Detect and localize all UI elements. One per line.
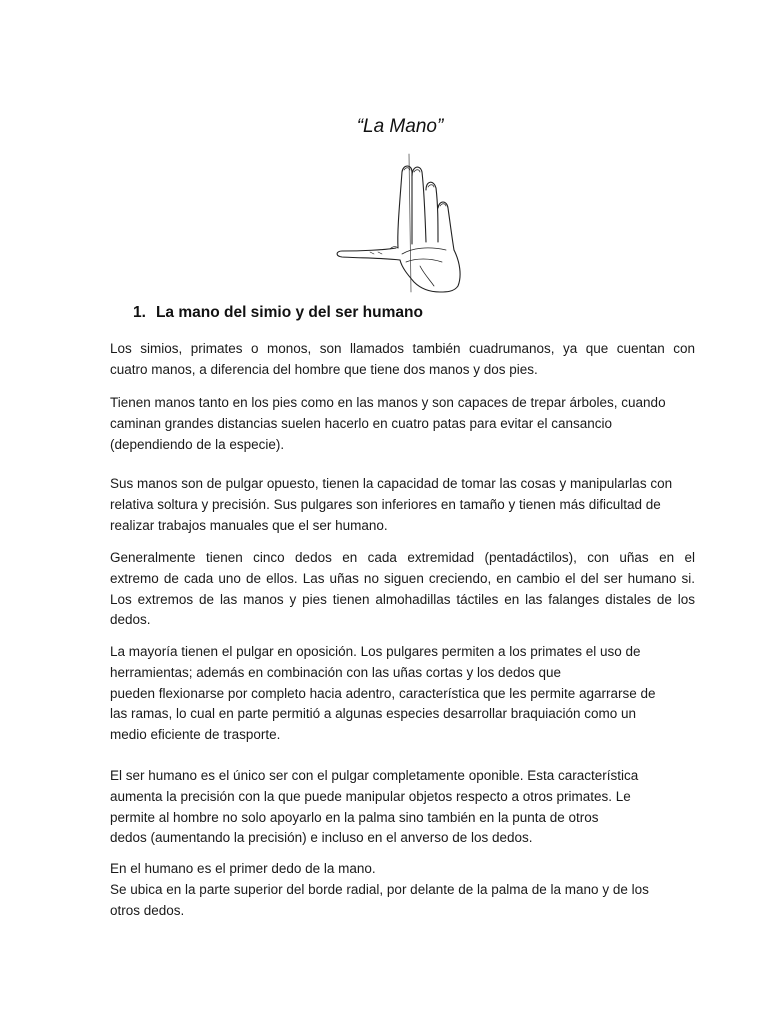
- paragraph-line: permite al hombre no solo apoyarlo en la palma sino también en la punta de otros: [110, 809, 599, 825]
- paragraph-line: dedos (aumentando la precisión) e incluso en el anverso de los dedos.: [110, 830, 533, 846]
- paragraph-3: [110, 474, 695, 536]
- paragraph-line: las ramas, lo cual en parte permitió a algunas especies desarrollar braquiación como un: [110, 706, 637, 722]
- paragraph-line: En el humano es el primer dedo de la mano.: [110, 861, 376, 876]
- paragraph-line: Los extremos de las manos y pies tienen almohadillas táctiles en las falanges distales de los: [110, 591, 695, 607]
- paragraph-line: pueden flexionarse por completo hacia adentro, característica que les permite agarrarse de: [110, 685, 656, 701]
- paragraph-1: [110, 339, 695, 381]
- document-title: “La Mano”: [356, 116, 444, 137]
- paragraph-line: herramientas; además en combinación con las uñas cortas y los dedos que: [110, 664, 562, 680]
- hand-illustration: [330, 150, 470, 295]
- paragraph-6: [110, 766, 695, 849]
- section-number: 1.: [133, 304, 146, 321]
- paragraph-2: [110, 393, 695, 455]
- paragraph-line: caminan grandes distancias suelen hacerlo en cuatro patas para evitar el cansancio: [110, 415, 613, 431]
- section-heading: [133, 304, 423, 322]
- hand-outline-icon: [330, 150, 470, 295]
- paragraph-line: (dependiendo de la especie).: [110, 436, 285, 452]
- paragraph-line: Tienen manos tanto en los pies como en las manos y son capaces de trepar árboles, cuando: [110, 395, 666, 410]
- paragraph-7: [110, 859, 695, 921]
- paragraph-line: relativa soltura y precisión. Sus pulgares son inferiores en tamaño y tienen más dificultad de: [110, 496, 661, 512]
- paragraph-5: [110, 642, 695, 746]
- section-heading-text: La mano del simio y del ser humano: [155, 304, 423, 321]
- paragraph-4: [110, 548, 695, 631]
- paragraph-line: medio eficiente de trasporte.: [110, 727, 281, 743]
- paragraph-line: La mayoría tienen el pulgar en oposición. Los pulgares permiten a los primates el uso de: [110, 644, 641, 659]
- paragraph-line: Generalmente tienen cinco dedos en cada extremidad (pentadáctilos), con uñas en el: [110, 550, 695, 565]
- paragraph-line: extremo de cada uno de ellos. Las uñas no siguen creciendo, en cambio el del ser humano si.: [110, 570, 695, 586]
- paragraph-line: Se ubica en la parte superior del borde radial, por delante de la palma de la mano y de los: [110, 881, 649, 897]
- paragraph-line: aumenta la precisión con la que puede manipular objetos respecto a otros primates. Le: [110, 788, 631, 804]
- paragraph-line: El ser humano es el único ser con el pulgar completamente oponible. Esta característica: [110, 768, 639, 783]
- paragraph-line: dedos.: [110, 612, 151, 628]
- paragraph-line: cuatro manos, a diferencia del hombre que tiene dos manos y dos pies.: [110, 361, 538, 377]
- paragraph-line: realizar trabajos manuales que el ser humano.: [110, 517, 388, 533]
- paragraph-line: Sus manos son de pulgar opuesto, tienen la capacidad de tomar las cosas y manipularlas con: [110, 476, 673, 491]
- paragraph-line: Los simios, primates o monos, son llamados también cuadrumanos, ya que cuentan con: [110, 341, 695, 356]
- paragraph-line: otros dedos.: [110, 902, 185, 918]
